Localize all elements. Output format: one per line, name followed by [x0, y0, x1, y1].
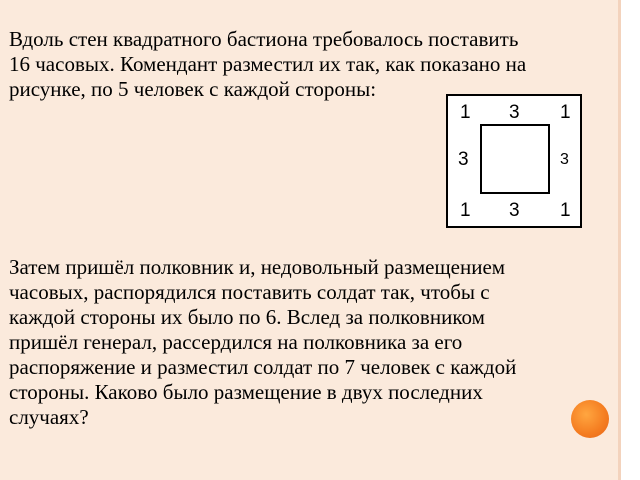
text-line: пришёл генерал, рассердился на полковника за его: [9, 330, 463, 354]
text-line: Затем пришёл полковник и, недовольный размещением: [9, 255, 506, 279]
problem-intro-text: [9, 27, 609, 102]
sentry-count-middle-right: 3: [560, 151, 569, 168]
text-line: случаях?: [9, 405, 89, 429]
sentry-count-top-right: 1: [560, 102, 571, 123]
text-line: Вдоль стен квадратного бастиона требовалось поставить: [9, 27, 519, 51]
text-line: рисунке, по 5 человек с каждой стороны:: [9, 77, 377, 101]
text-line: часовых, распорядился поставить солдат так, чтобы с: [9, 280, 490, 304]
sentry-count-top-left: 1: [460, 102, 471, 123]
bastion-inner-square: [480, 124, 550, 194]
text-line: 16 часовых. Комендант разместил их так, как показано на: [9, 52, 527, 76]
text-line: распоряжение и разместил солдат по 7 человек с каждой: [9, 355, 517, 379]
sentry-count-middle-left: 3: [458, 149, 469, 170]
text-line: каждой стороны их было по 6. Вслед за полковником: [9, 305, 485, 329]
sentry-count-top-middle: 3: [509, 102, 520, 123]
text-line: стороны. Каково было размещение в двух последних: [9, 380, 483, 404]
sentry-count-bottom-middle: 3: [509, 200, 520, 221]
bastion-diagram: [446, 94, 582, 228]
problem-question-text: [9, 255, 609, 430]
sentry-count-bottom-left: 1: [460, 200, 471, 221]
sentry-count-bottom-right: 1: [560, 200, 571, 221]
decorative-orange-circle: [571, 400, 609, 438]
